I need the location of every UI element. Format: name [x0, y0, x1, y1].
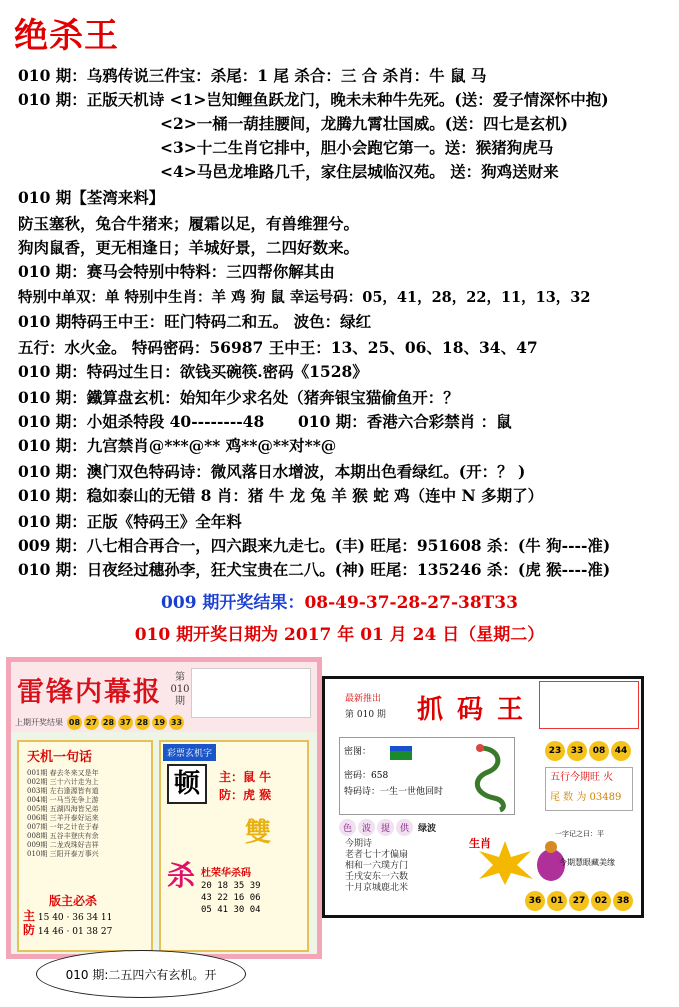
poem-col: 相和一六璞方门	[345, 861, 409, 871]
tianji-line: 005期 五湖四海皆兄弟	[27, 805, 99, 813]
top-balls	[545, 741, 631, 761]
ball: 28	[101, 715, 116, 730]
zodiac-picks	[219, 768, 271, 804]
shengxiao-label: 生肖	[469, 837, 491, 850]
zhu-label: 主	[23, 909, 36, 923]
shuang-char: 雙	[245, 818, 272, 848]
zhuama-panel	[322, 676, 644, 918]
poem-col: 今期诗	[345, 839, 373, 849]
ball: 28	[135, 715, 150, 730]
ball: 19	[152, 715, 167, 730]
new-label: 最新推出	[345, 694, 382, 704]
result-label: 009 期开奖结果：	[161, 593, 305, 613]
line-19: 010 期：稳如泰山的无错 8 肖：猪 牛 龙 兔 羊 猴 蛇 鸡（连中 N 多期了）	[18, 486, 544, 505]
mi-label: 密图：	[344, 747, 372, 757]
page-title: 绝杀王	[14, 16, 119, 56]
ball: 23	[545, 741, 565, 761]
line-21: 009 期：八七相合再合一，四六跟来九走七。(丰) 旺尾：951608 杀：(牛 狗----准)	[18, 536, 611, 555]
fang-label: 防	[23, 923, 36, 937]
fang-nums: 14 46 · 01 38 27	[37, 927, 113, 937]
strip-tail: 绿波	[417, 824, 436, 834]
strip-char: 提	[377, 819, 394, 836]
line-10: 特别中单双：单 特别中生肖：羊 鸡 狗 鼠 幸运号码：05，41，28，22，11，13，32	[18, 289, 591, 306]
tianji-line: 004期 一马当先争上游	[27, 796, 99, 804]
mima: 密码：658	[344, 771, 389, 781]
next-draw-date: 010 期开奖日期为 2017 年 01 月 24 日（星期二）	[134, 625, 545, 645]
result-numbers: 08-49-37-28-27-38T33	[304, 593, 518, 613]
wuxing: 五行今期旺 火	[550, 772, 614, 783]
tianji-line: 001期 春去冬来又是年	[27, 769, 99, 777]
line-13: 010 期：特码过生日：欲钱买碗筷.密码《1528》	[18, 362, 368, 381]
fang-zodiac: 防：虎 猴	[219, 788, 272, 802]
ball: 36	[525, 891, 545, 911]
line-18: 010 期：澳门双色特码诗：微风落日水增波，本期出色看绿红。(开：？ )	[18, 462, 526, 481]
zhuama-title: 抓码王	[417, 695, 538, 725]
strip-char: 色	[339, 819, 356, 836]
tianji-box	[17, 740, 153, 952]
bottom-balls	[525, 891, 633, 911]
logo-icon	[390, 746, 412, 760]
zhuama-blank-box	[539, 681, 639, 729]
ball: 01	[547, 891, 567, 911]
line-8: 狗肉鼠香，更无相逢日；羊城好景，二四好数来。	[18, 238, 360, 257]
zhu-zodiac: 主：鼠 牛	[219, 770, 272, 784]
caipiao-header: 彩票玄机字	[163, 744, 216, 761]
line-11: 010 期特码王中王：旺门特码二和五。 波色：绿红	[18, 312, 372, 331]
tianji-line: 007期 一年之计在于春	[27, 823, 99, 831]
zhu-fang-nums	[23, 910, 112, 938]
speech-bubble: 010 期:二五四六有玄机。开	[36, 950, 246, 998]
du-row: 43 22 16 06	[201, 893, 261, 903]
line-5: <4>马邑龙堆路几千，家住层城临汉苑。 送：狗鸡送财来	[160, 162, 559, 181]
zhu-nums: 15 40 · 36 34 11	[37, 913, 113, 923]
du-numbers	[201, 880, 261, 916]
line-12: 五行：水火金。 特码密码：56987 王中王：13、25、06、18、34、47	[18, 338, 538, 357]
du-row: 20 18 35 39	[201, 881, 261, 891]
poem-col: 十月京城鹿北米	[345, 883, 409, 893]
mima-box	[339, 737, 515, 815]
line-4: <3>十二生肖它排中，胆小会跑它第一。送：猴猪狗虎马	[160, 138, 554, 157]
du-row: 05 41 30 04	[201, 905, 261, 915]
zhuama-header	[325, 679, 641, 729]
ball: 44	[611, 741, 631, 761]
tianji-line: 002期 三十六计走为上	[27, 778, 99, 786]
line-2: 010 期：正版天机诗 <1>岂知鲤鱼跃龙门，晚未未种牛先死。(送：爱子情深怀中抱)	[18, 90, 609, 109]
ball-caption: 上期开奖结果	[15, 717, 63, 727]
yizi-label: 一字记之曰：平	[555, 830, 604, 838]
tianji-title: 天机一句话	[27, 750, 93, 765]
ball: 33	[169, 715, 184, 730]
huiyan-label: 今期慧眼藏美缘	[559, 858, 615, 867]
leifeng-issue: 第010期	[170, 672, 190, 707]
tianji-line: 003期 左右逢源皆有道	[27, 787, 99, 795]
tianji-line: 009期 二龙戏珠好吉祥	[27, 841, 99, 849]
poem-cols	[345, 839, 408, 894]
ball: 08	[67, 715, 82, 730]
poem-col: 老者七十才偏扇	[345, 850, 409, 860]
line-9: 010 期：赛马会特别中特料：三四帮你解其由	[18, 262, 335, 281]
color-strip	[339, 819, 436, 836]
line-7: 防玉塞秋，兔合牛猪来；履霜以足，有兽维狸兮。	[18, 214, 360, 233]
line-22: 010 期：日夜经过穗孙李，狂犬宝贵在二八。(神) 旺尾：135246 杀：(虎 猴----准)	[18, 560, 611, 579]
ball: 37	[118, 715, 133, 730]
leifeng-header	[11, 662, 317, 732]
ball: 33	[567, 741, 587, 761]
dun-char: 顿	[167, 764, 207, 804]
du-header: 杜荣华杀码	[201, 868, 251, 879]
snake-icon	[460, 742, 512, 812]
ball: 27	[569, 891, 589, 911]
ball: 27	[84, 715, 99, 730]
poem: 特码诗：一生一世他回时	[344, 787, 444, 797]
zhuama-issue: 第 010 期	[345, 710, 386, 720]
leifeng-blank-box	[191, 668, 311, 718]
line-1: 010 期：乌鸦传说三件宝：杀尾：1 尾 杀合：三 合 杀肖：牛 鼠 马	[18, 66, 487, 85]
ball: 38	[613, 891, 633, 911]
line-3: <2>一桶一葫挂腰间，龙腾九霄壮国威。(送：四七是玄机)	[160, 114, 568, 133]
tianji-line: 008期 五谷丰登庆有余	[27, 832, 99, 840]
sha-char: 杀	[167, 859, 196, 892]
leifeng-title: 雷锋内幕报	[17, 677, 162, 708]
leifeng-panel	[6, 657, 322, 959]
line-16: 010 期：香港六合彩禁肖 ：鼠	[298, 412, 512, 431]
line-14: 010 期：鐵算盘玄机：始知年少求名处（猪奔银宝猫偷鱼开：？	[18, 388, 459, 407]
ball: 02	[591, 891, 611, 911]
line-20: 010 期：正版《特码王》全年料	[18, 512, 242, 531]
line-15: 010 期：小姐杀特段 40--------48	[18, 412, 265, 431]
strip-char: 供	[396, 819, 413, 836]
weishu: 尾 数 为 03489	[550, 792, 622, 803]
caipiao-box	[159, 740, 309, 952]
ball: 08	[589, 741, 609, 761]
must-win-label: 版主必杀	[49, 894, 98, 908]
strip-char: 波	[358, 819, 375, 836]
wuxing-box	[545, 767, 633, 811]
line-17: 010 期：九宫禁肖@***@** 鸡**@**对**@	[18, 436, 337, 455]
tianji-line: 006期 三羊开泰好运来	[27, 814, 99, 822]
poem-col: 壬戌安东一六数	[345, 872, 409, 882]
tianji-line: 010期 三阳开泰万事兴	[27, 850, 99, 858]
draw-result	[0, 588, 679, 613]
leifeng-ball-row	[15, 714, 184, 730]
star-burst-icon	[475, 839, 535, 887]
line-6: 010 期【荃湾来料】	[18, 188, 165, 207]
